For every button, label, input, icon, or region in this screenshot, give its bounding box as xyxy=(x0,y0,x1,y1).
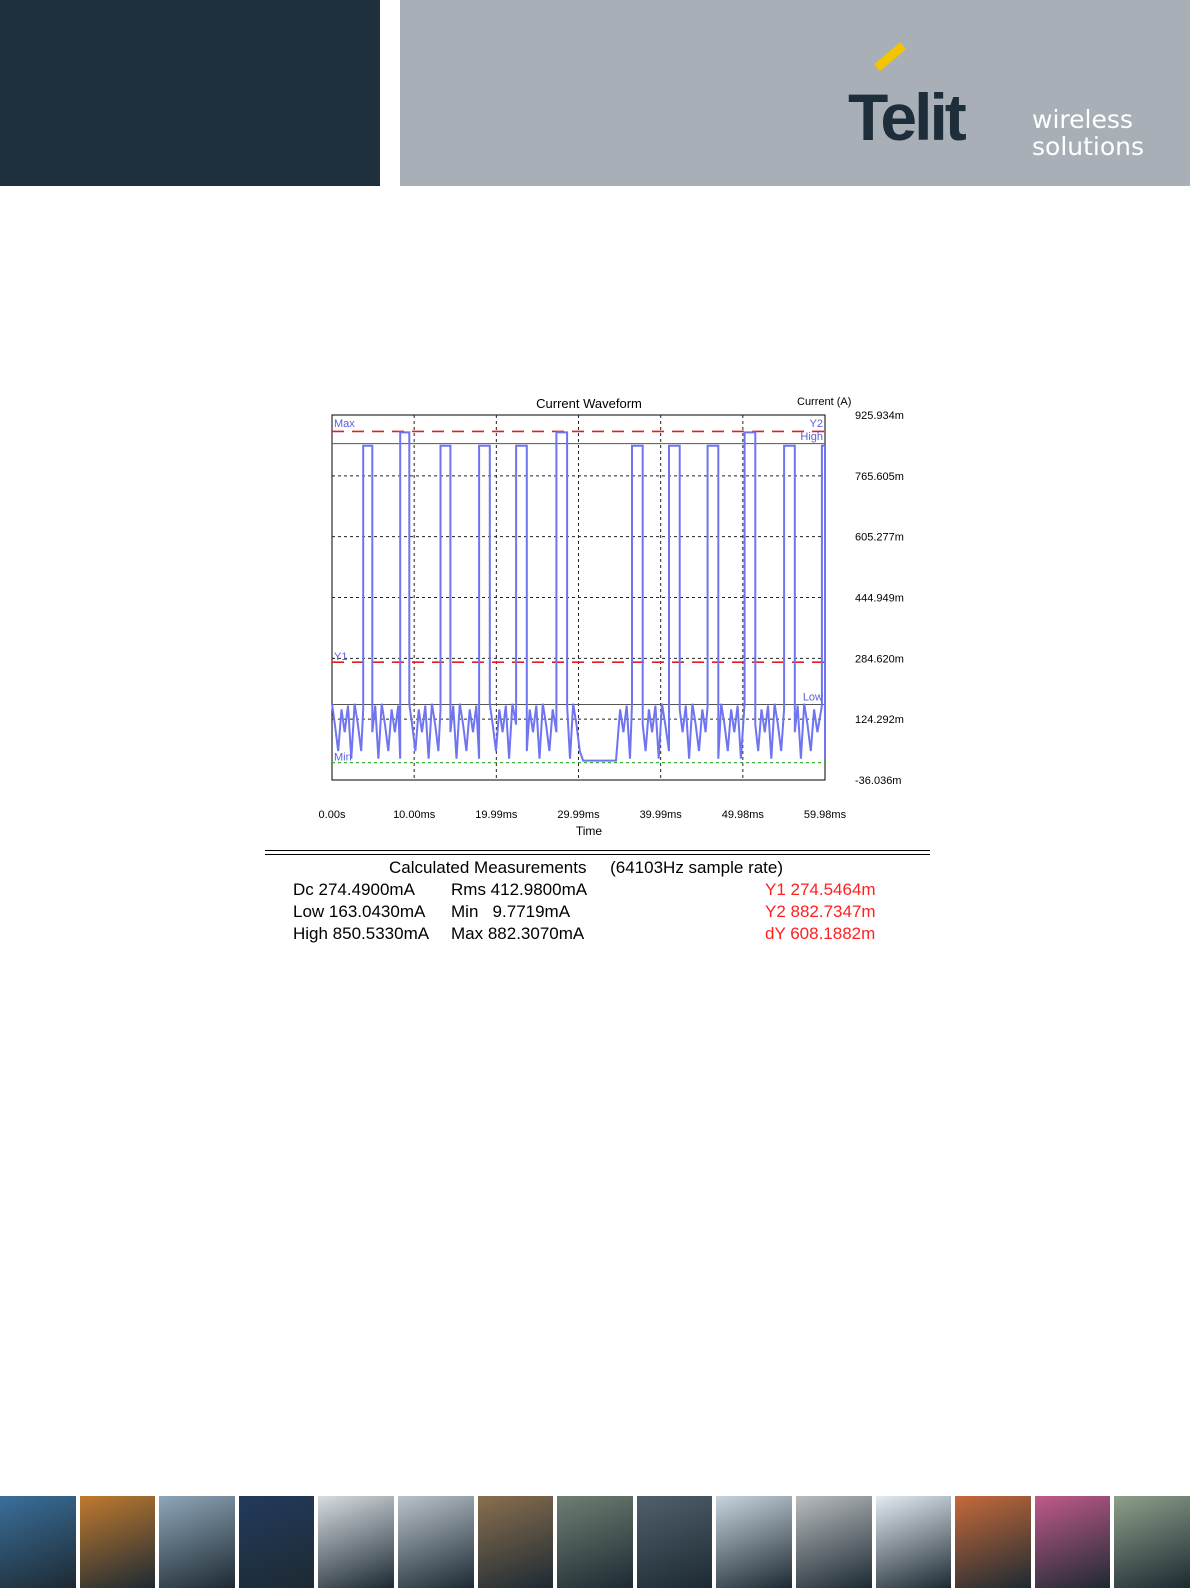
measurement-min: Min 9.7719mA xyxy=(451,902,571,921)
logo-tagline-line2: solutions xyxy=(1032,132,1145,161)
x-tick-label: 59.98ms xyxy=(803,809,847,821)
x-tick-label: 39.99ms xyxy=(639,809,682,821)
y-tick-label: 444.949m xyxy=(855,592,904,605)
logo-tagline-line1: wireless xyxy=(1032,105,1133,134)
footer-photo-tile xyxy=(876,1496,952,1588)
sample-rate: (64103Hz sample rate) xyxy=(610,858,784,877)
calculated-measurements xyxy=(265,850,930,950)
x-tick-label: 19.99ms xyxy=(475,809,518,821)
y-tick-label: 124.292m xyxy=(855,714,904,727)
y1-label: Y1 xyxy=(334,651,348,664)
footer-photo-tile xyxy=(478,1496,554,1588)
y-axis-label: Current (A) xyxy=(797,396,852,408)
measurements-top-rule xyxy=(265,850,930,851)
footer-photo-tile xyxy=(955,1496,1031,1588)
current-waveform-chart xyxy=(290,395,940,855)
measurement-low: Low 163.0430mA xyxy=(293,902,426,921)
measurements-title: Calculated Measurements xyxy=(389,858,587,877)
footer-photo-tile xyxy=(0,1496,76,1588)
measurement-y1: Y1 274.5464m xyxy=(765,880,876,899)
x-tick-label: 29.99ms xyxy=(557,809,600,821)
y2-label: Y2 xyxy=(809,418,823,430)
measurement-max: Max 882.3070mA xyxy=(451,924,585,943)
min-label: Min xyxy=(334,751,352,764)
y-tick-label: 284.620m xyxy=(855,653,904,666)
chart-title: Current Waveform xyxy=(536,396,642,411)
telit-logo xyxy=(848,62,1168,162)
x-tick-label: 10.00ms xyxy=(393,809,436,821)
y-tick-label: 765.605m xyxy=(855,470,904,483)
max-label: Max xyxy=(334,418,355,430)
x-tick-label: 49.98ms xyxy=(721,809,764,821)
header-dark-block xyxy=(0,0,380,186)
footer-photo-tile xyxy=(1035,1496,1111,1588)
footer-photo-tile xyxy=(1114,1496,1190,1588)
measurement-high: High 850.5330mA xyxy=(293,924,430,943)
y-tick-label: 925.934m xyxy=(855,410,904,422)
footer-photo-tile xyxy=(796,1496,872,1588)
x-tick-label: 0.00s xyxy=(318,809,346,821)
footer-photo-tile xyxy=(159,1496,235,1588)
footer-photo-tile xyxy=(716,1496,792,1588)
measurements-title-line xyxy=(389,858,783,878)
footer-photo-tile xyxy=(637,1496,713,1588)
footer-photo-tile xyxy=(398,1496,474,1588)
measurement-rms: Rms 412.9800mA xyxy=(451,880,588,899)
y-tick-label: -36.036m xyxy=(855,775,902,787)
measurement-dy: dY 608.1882m xyxy=(765,924,876,943)
logo-tagline xyxy=(1032,106,1144,160)
footer-image-strip xyxy=(0,1496,1190,1588)
footer-photo-tile xyxy=(239,1496,315,1588)
waveform-svg xyxy=(290,395,940,855)
footer-photo-tile xyxy=(80,1496,156,1588)
low-label: Low xyxy=(802,691,823,704)
measurement-y2: Y2 882.7347m xyxy=(765,902,876,921)
logo-wordmark: Telit xyxy=(848,80,964,154)
measurements-rule xyxy=(265,854,930,855)
y-tick-label: 605.277m xyxy=(855,531,904,544)
x-axis-label: Time xyxy=(575,824,603,838)
footer-photo-tile xyxy=(557,1496,633,1588)
high-label: High xyxy=(800,431,823,443)
measurement-dc: Dc 274.4900mA xyxy=(293,880,415,899)
footer-photo-tile xyxy=(318,1496,394,1588)
